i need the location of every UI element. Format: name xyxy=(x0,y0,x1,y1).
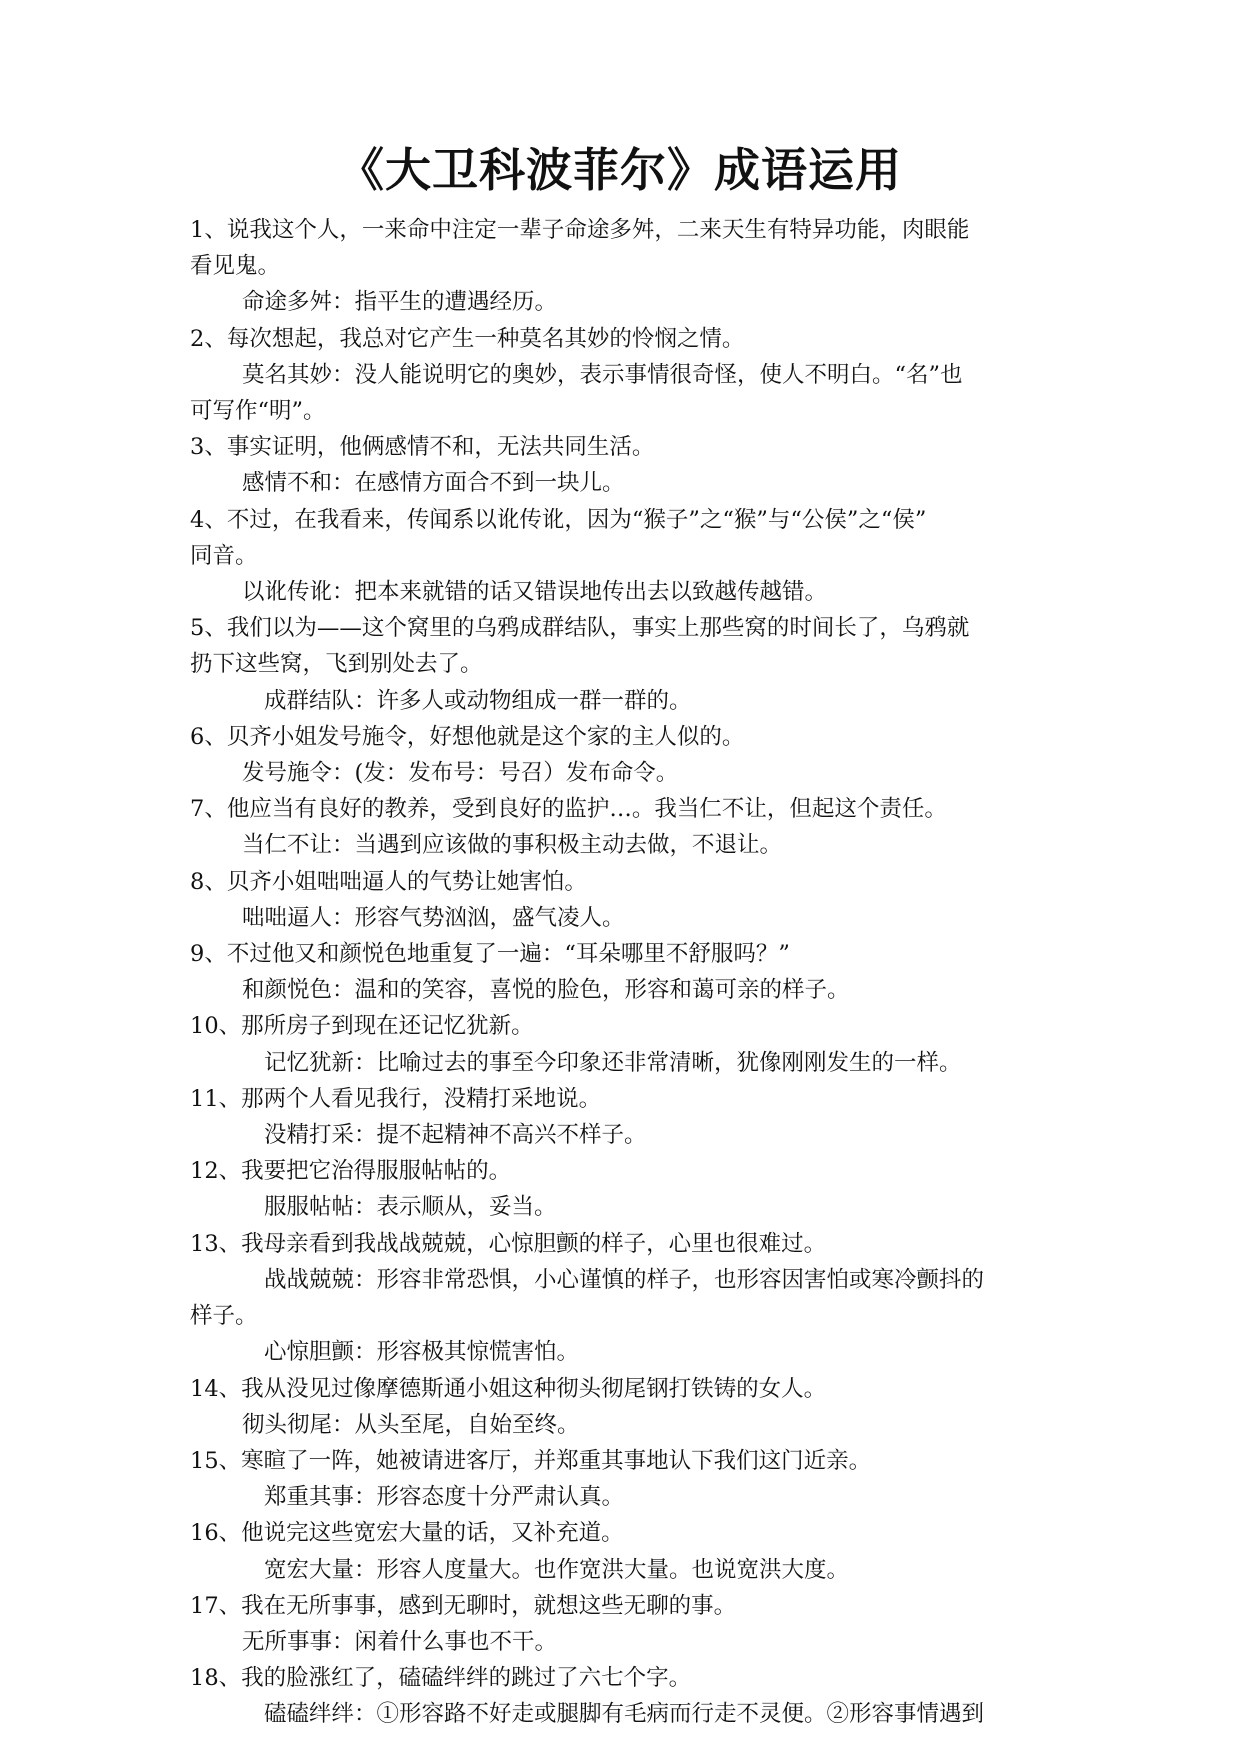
example-sentence-line: 16、他说完这些宽宏大量的话，又补充道。 xyxy=(190,1520,624,1547)
idiom-definition-line: 命途多舛：指平生的遭遇经历。 xyxy=(242,289,558,316)
example-sentence-line: 4、不过，在我看来，传闻系以讹传讹，因为“猴子”之“猴”与“公侯”之“侯” xyxy=(190,506,927,533)
idiom-definition-line: 感情不和：在感情方面合不到一块儿。 xyxy=(242,470,625,497)
example-sentence-line: 可写作“明”。 xyxy=(190,398,326,425)
example-sentence-line: 18、我的脸涨红了，磕磕绊绊的跳过了六七个字。 xyxy=(190,1665,692,1692)
example-sentence-line: 11、那两个人看见我行，没精打采地说。 xyxy=(190,1085,602,1112)
idiom-definition-line: 战战兢兢：形容非常恐惧，小心谨慎的样子，也形容因害怕或寒冷颤抖的 xyxy=(264,1266,985,1293)
example-sentence-line: 扔下这些窝，飞到别处去了。 xyxy=(190,651,483,678)
example-sentence-line: 13、我母亲看到我战战兢兢，心惊胆颤的样子，心里也很难过。 xyxy=(190,1230,827,1257)
idiom-definition-line: 服服帖帖：表示顺从，妥当。 xyxy=(264,1194,557,1221)
example-sentence-line: 17、我在无所事事，感到无聊时，就想这些无聊的事。 xyxy=(190,1592,737,1619)
idiom-definition-line: 以讹传讹：把本来就错的话又错误地传出去以致越传越错。 xyxy=(242,579,828,606)
example-sentence-line: 8、贝齐小姐咄咄逼人的气势让她害怕。 xyxy=(190,868,587,895)
example-sentence-line: 10、那所房子到现在还记忆犹新。 xyxy=(190,1013,534,1040)
example-sentence-line: 6、贝齐小姐发号施令，好想他就是这个家的主人似的。 xyxy=(190,723,745,750)
example-sentence-line: 样子。 xyxy=(190,1303,258,1330)
example-sentence-line: 2、每次想起，我总对它产生一种莫名其妙的怜悯之情。 xyxy=(190,325,745,352)
idiom-definition-line: 郑重其事：形容态度十分严肃认真。 xyxy=(264,1484,625,1511)
idiom-definition-line: 没精打采：提不起精神不高兴不样子。 xyxy=(264,1122,647,1149)
example-sentence-line: 12、我要把它治得服服帖帖的。 xyxy=(190,1158,512,1185)
idiom-definition-line: 成群结队：许多人或动物组成一群一群的。 xyxy=(264,687,692,714)
idiom-definition-line: 当仁不让：当遇到应该做的事积极主动去做，不退让。 xyxy=(242,832,783,859)
example-sentence-line: 15、寒暄了一阵，她被请进客厅，并郑重其事地认下我们这门近亲。 xyxy=(190,1447,872,1474)
idiom-definition-line: 记忆犹新：比喻过去的事至今印象还非常清晰，犹像刚刚发生的一样。 xyxy=(264,1049,962,1076)
idiom-definition-line: 咄咄逼人：形容气势汹汹，盛气凌人。 xyxy=(242,904,625,931)
idiom-definition-line: 发号施令：(发：发布号：号召）发布命令。 xyxy=(242,760,679,787)
example-sentence-line: 5、我们以为——这个窝里的乌鸦成群结队，事实上那些窝的时间长了，乌鸦就 xyxy=(190,615,970,642)
idiom-definition-line: 和颜悦色：温和的笑容，喜悦的脸色，形容和蔼可亲的样子。 xyxy=(242,977,850,1004)
example-sentence-line: 7、他应当有良好的教养，受到良好的监护…。我当仁不让，但起这个责任。 xyxy=(190,796,947,823)
page-title: 《大卫科波菲尔》成语运用 xyxy=(338,143,902,197)
idiom-definition-line: 心惊胆颤：形容极其惊慌害怕。 xyxy=(264,1339,580,1366)
example-sentence-line: 同音。 xyxy=(190,542,258,569)
example-sentence-line: 14、我从没见过像摩德斯通小姐这种彻头彻尾钢打铁铸的女人。 xyxy=(190,1375,827,1402)
idiom-definition-line: 无所事事：闲着什么事也不干。 xyxy=(242,1628,558,1655)
example-sentence-line: 3、事实证明，他俩感情不和，无法共同生活。 xyxy=(190,434,655,461)
example-sentence-line: 9、不过他又和颜悦色地重复了一遍：“耳朵哪里不舒服吗？” xyxy=(190,941,790,968)
document-body xyxy=(190,212,1056,1733)
idiom-definition-line: 莫名其妙：没人能说明它的奥妙，表示事情很奇怪，使人不明白。“名”也 xyxy=(242,361,963,388)
idiom-definition-line: 宽宏大量：形容人度量大。也作宽洪大量。也说宽洪大度。 xyxy=(264,1556,850,1583)
idiom-definition-line: 磕磕绊绊：①形容路不好走或腿脚有毛病而行走不灵便。②形容事情遇到 xyxy=(264,1701,985,1728)
idiom-definition-line: 彻头彻尾：从头至尾，自始至终。 xyxy=(242,1411,580,1438)
example-sentence-line: 看见鬼。 xyxy=(190,253,281,280)
example-sentence-line: 1、说我这个人，一来命中注定一辈子命途多舛，二来天生有特异功能，肉眼能 xyxy=(190,217,970,243)
